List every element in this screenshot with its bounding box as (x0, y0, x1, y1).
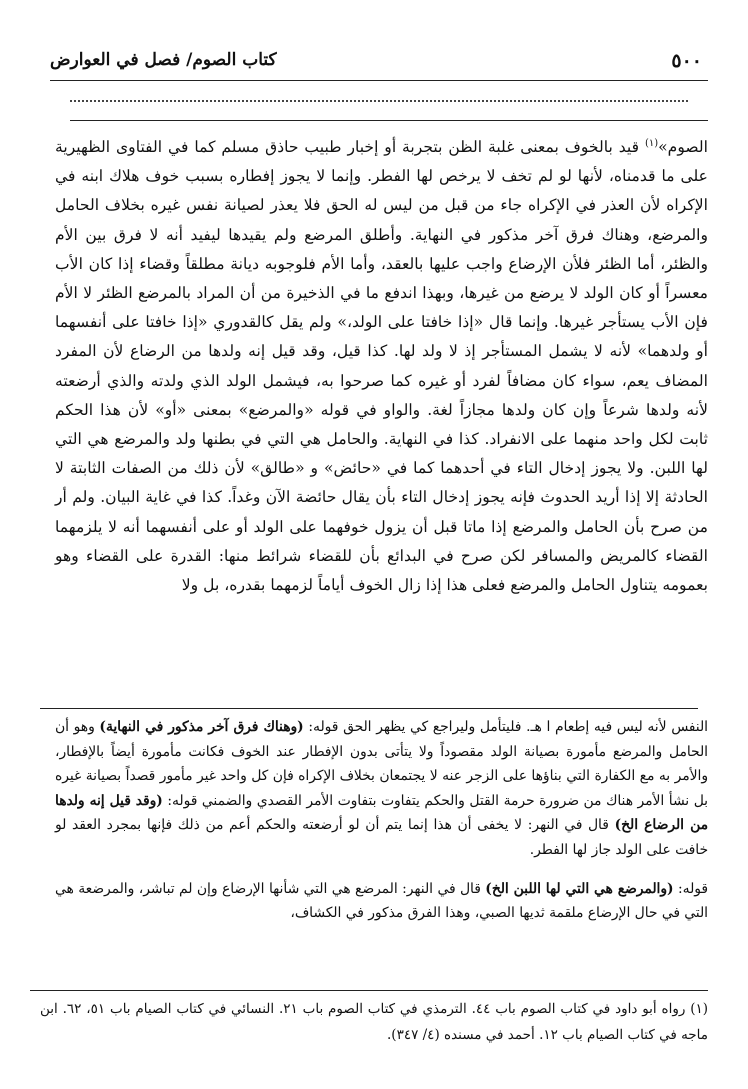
main-text-line: كالمريض والمسافر لكن صرح في البدائع بأن للقضاء شرائط منها: القدرة على القضاء وهو (55, 546, 659, 565)
commentary-separator (40, 708, 698, 709)
commentary-text-run: وهو أن الحامل والمرضع مأمورة بصيانة الولد مقصوداً ولا يتأتى بدون الإفطار عند الخوف فكانت مأمورة أيضاً بالإفطار، والأمر به مع الكفارة التي بناؤها على الزجر عنه لا يجتمعان بخلاف الإكراه فإن كل واحد غير مأمور قصداً بصيانة غيره بل نشأ الأمر هناك من ضرورة حرمة القتل والحكم يتفاوت بتفاوت الأمر القصدي والضمني قوله: (55, 719, 708, 809)
footnote-text: (١) رواه أبو داود في كتاب الصوم باب ٤٤. الترمذي في كتاب الصوم باب ٢١. النسائي في كتاب الصيام باب ٥١، ٦٢. ابن ماجه في كتاب الصيام باب ١٢. أحمد في مسنده (٤/ ٣٤٧). (40, 1001, 709, 1043)
commentary-text-run: قال في النهر: لا يخفى أن هذا إنما يتم أن لو أرضعته والحكم أعم من ذلك فإنها بمجرد العقد لو خافت على الولد جاز لها الفطر. (55, 817, 708, 858)
commentary-quote: (وهناك فرق آخر مذكور في النهاية) (99, 719, 304, 735)
main-text-line: لصيانة نفس غيره بخلاف الحامل والمرضع، وهناك فرق آخر مذكور في النهاية. وأطلق (55, 196, 708, 244)
text-top-rule (70, 120, 708, 121)
running-title: كتاب الصوم/ فصل في العوارض (50, 50, 277, 70)
main-text-line: غيرها. وإنما قال «إذا خافتا على الولد،» ولم يقل كالقدوري «إذا خافتا على أنفسهما أو (55, 313, 708, 361)
main-text-line: المفرد المضاف يعم، سواء كان مضافاً لفرد أو غيره كما صرحوا به، فيشمل الولد الذي ولدته (55, 342, 709, 390)
main-text-line: قيد بالخوف بمعنى غلبة الظن بتجربة أو إخبار طبيب حاذق مسلم كما في الفتاوى (115, 138, 645, 156)
page-header (50, 50, 708, 80)
commentary-quote: (والمرضع هي التي لها اللبن الخ) (485, 880, 674, 897)
footnote (40, 996, 708, 1048)
page-number: ٥٠٠ (671, 50, 702, 72)
commentary-quote: (وقد قيل إنه ولدها من الرضاع الخ) (55, 792, 708, 834)
main-text-line: بعمومه يتناول الحامل والمرضع فعلى هذا إذا زال الخوف أياماً لزمهما بقدره، بل ولا (181, 576, 708, 595)
main-text-line: بالعقد، وأما الأم فلوجوبه ديانة مطلقاً وقضاء إذا كان الأب معسراً أو كان الولد لا يرضع (55, 254, 708, 303)
main-text-line: الظهيرية على ما قدمناه، لأنها لو لم تخف لا يرخص لها الفطر. وإنما لا يجوز إفطاره بسبب (55, 138, 708, 186)
main-text-line: «حائض» و «طالق» لأن ذلك من الصفات الثابتة لا الحادثة إلا إذا أريد الحدوث فإنه يجوز (55, 459, 708, 507)
commentary-text-run: قال في النهر: المرضع هي التي شأنها الإرضاع وإن لم تباشر، والمرضعة هي التي في حال الإرضاع ملقمة ثديها الصبي، وهذا الفرق مذكور في الكشاف، (55, 880, 708, 922)
main-text-line: خوف هلاك ابنه في الإكراه لأن العذر في الإكراه جاء من قبل من ليس له الحق فلا يعذر (55, 167, 708, 215)
main-text-line: الصوم» (658, 138, 708, 156)
main-text-line: من غيرها، وبهذا اندفع ما في الذخيرة من أن المراد بالمرضع الظئر لا الأم فإن الأب يستأجر (55, 284, 708, 332)
commentary-text-run: قوله: (673, 880, 708, 897)
main-text (55, 133, 708, 600)
main-text-line: إدخال التاء بأن يقال حائضة الآن وغداً. كذا في غاية البيان. ولم أر من صرح بأن الحامل (55, 488, 708, 536)
main-text-line: المرضع ولم يقيدها ليفيد أنه لا فرق بين الأم والظئر، أما الظئر فلأن الإرضاع واجب عليها (55, 225, 708, 273)
main-paragraph (55, 133, 708, 600)
footnote-separator (30, 990, 708, 991)
dotted-divider (70, 100, 688, 102)
main-text-line: والذي أرضعته لأنه ولدها شرعاً وإن كان ولدها مجازاً لغة. والواو في قوله «والمرضع» بمعنى (55, 371, 708, 419)
header-rule (50, 80, 708, 81)
main-text-line: ولدهما» لأنه لا يشمل المستأجر إذ لا ولد لها. كذا قيل، وقد قيل إنه ولدها من الرضاع لأن (103, 342, 690, 361)
commentary-paragraph (55, 715, 708, 863)
main-text-line-wrapper (116, 138, 708, 156)
commentary-text-run: النفس لأنه ليس فيه إطعام ا هـ. فليتأمل وليراجع كي يظهر الحق قوله: (303, 719, 708, 735)
commentary-paragraph (55, 877, 708, 926)
main-text-line: «أو» لأن هذا الحكم ثابت لكل واحد منهما على الانفراد. كذا في النهاية. والحامل هي التي (55, 400, 708, 449)
footnote-marker[interactable]: (١) (644, 137, 659, 149)
main-text-line: في بطنها ولد والمرضع هي التي لها اللبن. ولا يجوز إدخال التاء في أحدهما كما في (55, 430, 708, 478)
commentary-text (55, 715, 708, 926)
main-text-line: والمرضع إذا ماتا قبل أن يزول خوفهما على الولد أو على أنفسهما أنه لا يلزمهما القضاء (55, 517, 708, 565)
